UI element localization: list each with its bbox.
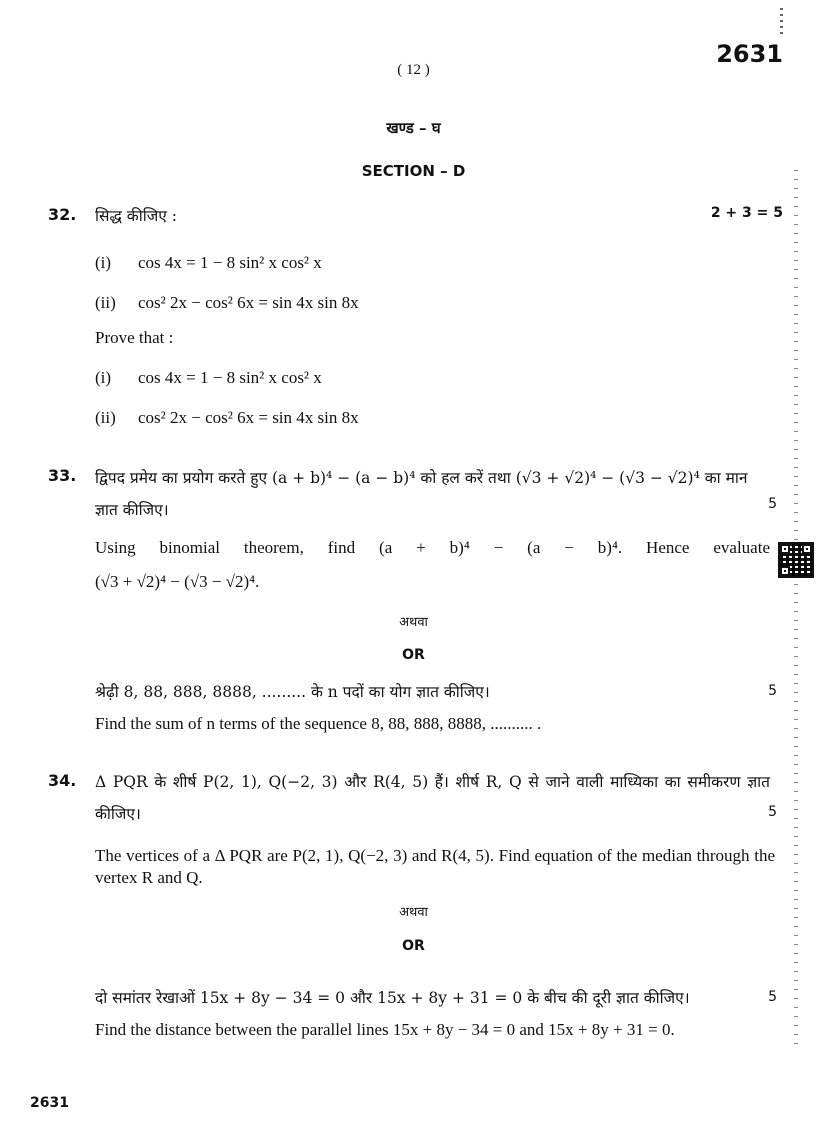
q32-part-ii-expr-hindi: cos² 2x − cos² 6x = sin 4x sin 8x <box>138 293 359 312</box>
q32-marks: 2 + 3 = 5 <box>710 205 783 221</box>
q32-part-i-expr-english: cos 4x = 1 − 8 sin² x cos² x <box>138 368 322 387</box>
q32-part-ii-expr-english: cos² 2x − cos² 6x = sin 4x sin 8x <box>138 408 359 427</box>
page-number: ( 12 ) <box>397 62 430 78</box>
q34-or-english: OR <box>402 938 425 954</box>
q34-alt-english: Find the distance between the parallel lines 15x + 8y − 34 = 0 and 15x + 8y + 31 = 0. <box>95 1020 675 1039</box>
q32-prompt-hindi: सिद्ध कीजिए : <box>95 207 177 225</box>
q33-text-hindi: द्विपद प्रमेय का प्रयोग करते हुए (a + b)⁴ − (a − b)⁴ को हल करें तथा (√3 + √2)⁴ − (√3 − √2)⁴ का मान ज्ञात कीजिए। <box>95 469 748 519</box>
q34-or-hindi: अथवा <box>399 905 428 920</box>
q33-marks: 5 <box>768 496 777 512</box>
q32-part-i-expr-hindi: cos 4x = 1 − 8 sin² x cos² x <box>138 253 322 272</box>
question-number-32: 32. <box>48 205 77 224</box>
q33-or-english: OR <box>402 647 425 663</box>
q33-alt-english: Find the sum of n terms of the sequence 8, 88, 888, 8888, .......... . <box>95 714 542 733</box>
q33-or-hindi: अथवा <box>399 615 428 630</box>
q32-part-ii-label-hindi: (ii) <box>95 293 116 312</box>
q34-alt-marks: 5 <box>768 989 777 1005</box>
q32-part-i-label-english: (i) <box>95 368 112 387</box>
q34-alt-hindi: दो समांतर रेखाओं 15x + 8y − 34 = 0 और 15x + 8y + 31 = 0 के बीच की दूरी ज्ञात कीजिए। <box>95 989 690 1007</box>
q34-text-english: The vertices of a Δ PQR are P(2, 1), Q(−2, 3) and R(4, 5). Find equation of the median through the vertex R and Q. <box>95 846 775 887</box>
q33-alt-hindi: श्रेढ़ी 8, 88, 888, 8888, ......... के n पदों का योग ज्ञात कीजिए। <box>95 683 490 701</box>
q34-text-hindi: Δ PQR के शीर्ष P(2, 1), Q(−2, 3) और R(4, 5) हैं। शीर्ष R, Q से जाने वाली माध्यिका का समीकरण ज्ञात कीजिए। <box>95 773 770 823</box>
q33-text-english-line1: Using binomial theorem, find (a + b)⁴ − (a − b)⁴. Hence evaluate <box>95 538 770 557</box>
question-number-33: 33. <box>48 466 77 485</box>
q33-text-english-line2: (√3 + √2)⁴ − (√3 − √2)⁴. <box>95 572 260 591</box>
q34-marks: 5 <box>768 804 777 820</box>
q32-part-ii-label-english: (ii) <box>95 408 116 427</box>
q33-alt-marks: 5 <box>768 683 777 699</box>
section-title-hindi: खण्ड – घ <box>386 119 441 137</box>
q32-part-i-label-hindi: (i) <box>95 253 112 272</box>
q32-prompt-english: Prove that : <box>95 328 174 347</box>
paper-code-top: 2631 <box>716 40 783 68</box>
margin-dots-top <box>780 8 783 38</box>
question-number-34: 34. <box>48 771 77 790</box>
paper-code-bottom: 2631 <box>30 1095 69 1111</box>
qr-code-icon <box>778 542 814 578</box>
section-title-english: SECTION – D <box>361 162 466 180</box>
